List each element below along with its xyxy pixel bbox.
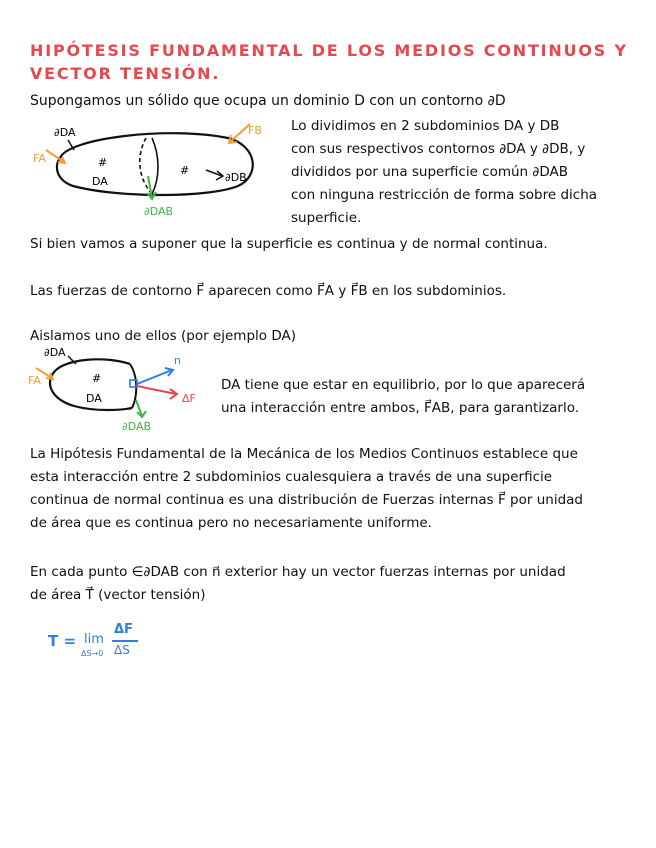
hatch-a: # xyxy=(98,156,108,169)
page-title-line2: VECTOR TENSIÓN. xyxy=(30,64,221,83)
division-line-2: con sus respectivos contornos ∂DA y ∂DB, y xyxy=(291,141,586,157)
hypothesis-line-1: La Hipótesis Fundamental de la Mecánica de los Medios Continuos establece que xyxy=(30,446,578,462)
label-dDB: ∂DB xyxy=(225,171,247,184)
division-line-1: Lo dividimos en 2 subdominios DA y DB xyxy=(291,118,560,134)
hypothesis-line-4: de área que es continua pero no necesariamente uniforme. xyxy=(30,515,432,531)
label-FA: FA xyxy=(33,152,46,165)
formula-denominator: ΔS xyxy=(114,643,130,657)
dividing-surface-front xyxy=(152,138,158,194)
force-fb-arrow xyxy=(230,124,250,142)
hatch-isolated: # xyxy=(92,372,102,385)
formula-fraction-bar xyxy=(112,640,138,642)
forces-text: Las fuerzas de contorno F⃗ aparecen como F⃗A y F⃗B en los subdominios. xyxy=(30,283,507,299)
hypothesis-line-2: esta interacción entre 2 subdominios cualesquiera a través de una superficie xyxy=(30,469,553,485)
label2-dF: ΔF xyxy=(182,392,196,405)
label2-dDAB: ∂DAB xyxy=(122,420,152,433)
stress-vector-formula xyxy=(48,622,158,662)
division-line-4: con ninguna restricción de forma sobre dicha xyxy=(291,187,598,203)
formula-lim-sub: ΔS→0 xyxy=(81,649,104,658)
each-point-line-1: En cada punto ∈∂DAB con n⃗ exterior hay un vector fuerzas internas por unidad xyxy=(30,564,566,580)
division-line-5: superficie. xyxy=(291,210,362,226)
equilibrium-line-1: DA tiene que estar en equilibrio, por lo que aparecerá xyxy=(221,377,586,393)
diagram-isolated-domain xyxy=(26,344,226,436)
label2-dDA: ∂DA xyxy=(44,346,66,359)
isolate-text: Aislamos uno de ellos (por ejemplo DA) xyxy=(30,328,296,344)
diagram-domain-split xyxy=(28,116,288,226)
hatch-b: # xyxy=(180,164,190,177)
division-line-3: divididos por una superficie común ∂DAB xyxy=(291,164,569,180)
label2-FA: FA xyxy=(28,374,41,387)
hypothesis-line-3: continua de normal continua es una distribución de Fuerzas internas F⃗ por unidad xyxy=(30,492,583,508)
label-FB: FB xyxy=(248,124,262,137)
isolated-cut-surface xyxy=(130,364,136,408)
label2-DA: DA xyxy=(86,392,102,405)
label-dDAB: ∂DAB xyxy=(144,205,174,218)
formula-lim: lim xyxy=(84,632,104,647)
label-DA: DA xyxy=(92,175,108,188)
formula-lhs: T = xyxy=(48,632,77,650)
label-dDA: ∂DA xyxy=(54,126,76,139)
each-point-line-2: de área T⃗ (vector tensión) xyxy=(30,587,206,603)
label2-n: n xyxy=(174,354,181,367)
normal-n-arrow xyxy=(137,370,172,384)
continuity-text: Si bien vamos a suponer que la superficie es continua y de normal continua. xyxy=(30,236,548,252)
formula-numerator: ΔF xyxy=(114,622,133,637)
intro-text: Supongamos un sólido que ocupa un dominio D con un contorno ∂D xyxy=(30,93,506,109)
equilibrium-line-2: una interacción entre ambos, F⃗AB, para garantizarlo. xyxy=(221,400,580,416)
page-title-line1: HIPÓTESIS FUNDAMENTAL DE LOS MEDIOS CONTINUOS Y xyxy=(30,41,628,60)
